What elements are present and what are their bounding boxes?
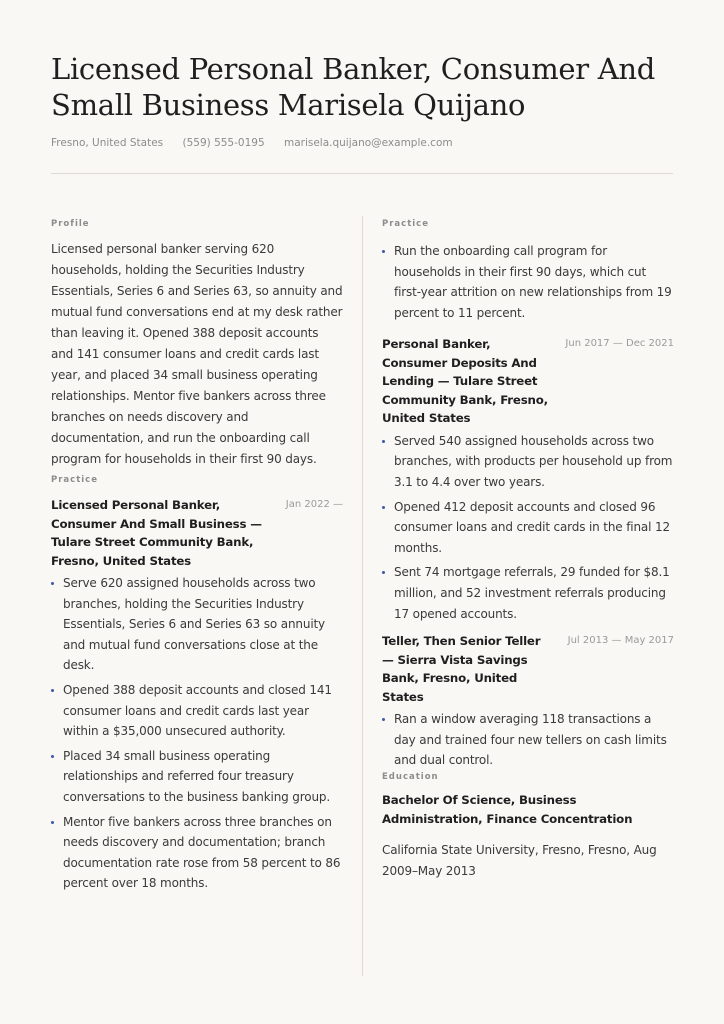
bullet-item <box>382 497 674 559</box>
bullet-text: Placed 34 small business operating relationships and referred four treasury conversations to the business banking group. <box>63 748 331 804</box>
job-title: Licensed Personal Banker, Consumer And Small Business — Tulare Street Community Bank, Fresno, United States <box>51 498 262 568</box>
continued-bullets <box>382 241 674 323</box>
bullet-dot <box>382 250 385 253</box>
education-school: California State University, Fresno, Fresno, Aug 2009–May 2013 <box>382 843 657 878</box>
job-bullets <box>51 573 343 894</box>
candidate-name: Licensed Personal Banker, Consumer And Small Business Marisela Quijano <box>51 52 656 122</box>
job-date: Jun 2017 — Dec 2021 <box>565 338 674 350</box>
contact-email[interactable]: marisela.quijano@example.com <box>283 137 453 149</box>
bullet-dot <box>51 582 54 585</box>
job-header <box>382 335 674 428</box>
job-header <box>51 496 343 570</box>
education-label: Education <box>382 772 439 782</box>
right-column <box>382 218 674 882</box>
bullet-dot <box>51 689 54 692</box>
education-degree: Bachelor Of Science, Business Administration, Finance Concentration <box>382 793 633 826</box>
bullet-text: Mentor five bankers across three branches on needs discovery and documentation; branch documentation rate rose from 58 percent to 86 percent over 18 months. <box>63 814 341 891</box>
profile-label: Profile <box>51 219 90 229</box>
job-title: Personal Banker, Consumer Deposits And Lending — Tulare Street Community Bank, Fresno, United States <box>382 337 548 426</box>
bullet-text: Opened 388 deposit accounts and closed 141 consumer loans and credit cards last year within a $35,000 unsecured authority. <box>63 682 332 739</box>
bullet-item <box>51 573 343 676</box>
job-bullets <box>382 431 674 624</box>
bullet-dot <box>382 718 385 721</box>
bullet-dot <box>51 755 54 758</box>
job-date: Jul 2013 — May 2017 <box>567 635 674 647</box>
job-title: Teller, Then Senior Teller — Sierra Vista Savings Bank, Fresno, United States <box>382 634 541 704</box>
left-column <box>51 218 343 898</box>
bullet-item <box>51 680 343 742</box>
bullet-item <box>51 812 343 894</box>
bullet-item <box>382 562 674 624</box>
bullet-dot <box>382 571 385 574</box>
bullet-text: Ran a window averaging 118 transactions a day and trained four new tellers on cash limits and dual control. <box>394 712 667 768</box>
practice-label: Practice <box>382 219 429 229</box>
bullet-item <box>382 241 674 323</box>
bullet-item <box>382 431 674 493</box>
profile-text: Licensed personal banker serving 620 households, holding the Securities Industry Essentials, Series 6 and Series 63, so annuity and mutual fund conversations end at my desk rather than leaving it. Opened 388 deposit accounts and 141 consumer loans and credit cards last year, and placed 34 small business operating relationships. Mentor five bankers across three branches on needs discovery and documentation, and run the onboarding call program for households in their first 90 days. <box>51 242 343 466</box>
bullet-dot <box>382 440 385 443</box>
job-bullets <box>382 709 674 771</box>
profile-section <box>51 218 343 470</box>
contact-phone[interactable]: (559) 555-0195 <box>182 137 265 149</box>
bullet-dot <box>51 821 54 824</box>
job-entry <box>382 632 674 771</box>
bullet-text: Serve 620 assigned households across two branches, holding the Securities Industry Essentials, Series 6 and Series 63 so annuity and mutual fund conversations close at the desk. <box>63 576 326 673</box>
practice-section-right <box>382 218 674 771</box>
column-divider <box>362 216 363 976</box>
bullet-text: Served 540 assigned households across two branches, with products per household up from 3.1 to 4.4 over two years. <box>394 433 673 490</box>
contact-location: Fresno, United States <box>51 137 164 149</box>
contact-line <box>51 137 469 149</box>
job-entry <box>382 335 674 624</box>
bullet-text: Opened 412 deposit accounts and closed 96 consumer loans and credit cards in the final 12 months. <box>394 499 670 555</box>
job-header <box>382 632 674 706</box>
practice-label: Practice <box>51 475 98 485</box>
bullet-text: Run the onboarding call program for households in their first 90 days, which cut first-year attrition on new relationships from 19 percent to 11 percent. <box>394 244 672 320</box>
bullet-dot <box>382 506 385 509</box>
header-divider <box>51 173 673 174</box>
bullet-item <box>382 709 674 771</box>
practice-section-left <box>51 474 343 894</box>
bullet-text: Sent 74 mortgage referrals, 29 funded for $8.1 million, and 52 investment referrals producing 17 opened accounts. <box>394 565 670 621</box>
bullet-item <box>51 746 343 808</box>
job-date: Jan 2022 — <box>285 499 343 510</box>
job-entry <box>51 496 343 894</box>
education-section <box>382 771 674 882</box>
